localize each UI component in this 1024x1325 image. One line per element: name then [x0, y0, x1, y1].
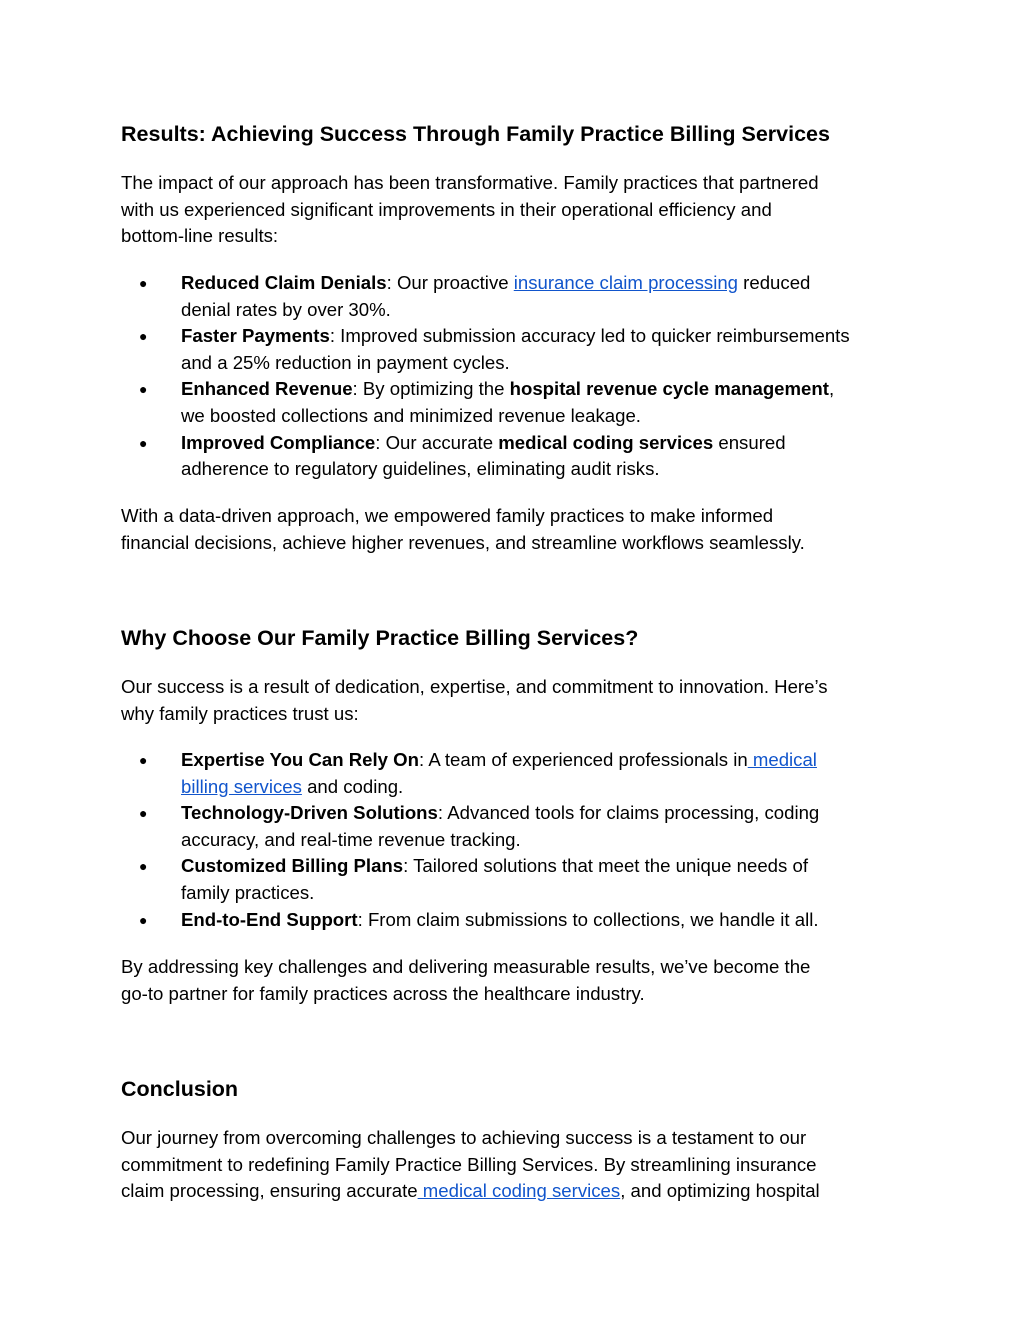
results-intro: The impact of our approach has been transformative. Family practices that partnered with us experienced significant improvements in their operational efficiency and bottom-line results: [121, 172, 819, 247]
item-text: : A team of experienced professionals in [419, 749, 748, 770]
bullet-icon: ● [139, 805, 148, 822]
bullet-icon: ● [139, 911, 148, 928]
list-item-faster-payments [121, 323, 921, 376]
why-choose-outro: By addressing key challenges and delivering measurable results, we’ve become the go-to partner for family practices across the healthcare industry. [121, 956, 811, 1004]
conclusion-paragraph [121, 1125, 820, 1205]
bullet-icon: ● [139, 434, 148, 451]
why-choose-heading: Why Choose Our Family Practice Billing Services? [121, 626, 639, 650]
results-list [121, 270, 921, 483]
conclusion-text: Our journey from overcoming challenges to achieving success is a testament to our commitment to redefining Family Practice Billing Services. By streamlining insurance claim processing, ensuring accurate [121, 1127, 817, 1202]
why-choose-list [121, 747, 921, 933]
why-choose-intro: Our success is a result of dedication, expertise, and commitment to innovation. Here’s why family practices trust us: [121, 676, 828, 724]
item-title: Technology-Driven Solutions [181, 802, 438, 824]
list-item-reduced-claim-denials [121, 270, 921, 323]
item-text: : Tailored solutions that meet the unique needs of family practices. [181, 855, 808, 903]
conclusion-text: , and optimizing hospital [620, 1180, 820, 1202]
item-title: Customized Billing Plans [181, 855, 404, 877]
item-text: ensured adherence to regulatory guidelines, eliminating audit risks. [181, 431, 786, 480]
item-text: and coding. [301, 775, 404, 797]
item-text: reduced denial rates by over 30%. [181, 272, 811, 320]
list-item-enhanced-revenue [121, 376, 921, 429]
item-title: Improved Compliance [181, 431, 376, 453]
item-text: : By optimizing the [352, 378, 510, 400]
item-title: Faster Payments [181, 325, 330, 347]
item-title: End-to-End Support [181, 908, 358, 930]
item-text: : Our proactive [386, 272, 514, 293]
list-item-expertise [121, 747, 921, 800]
list-item-customized-plans [121, 853, 921, 906]
bullet-icon: ● [139, 381, 148, 398]
item-bold-term: medical coding services [498, 431, 714, 453]
item-bold-term: hospital revenue cycle management [509, 378, 829, 400]
list-item-improved-compliance [121, 430, 921, 483]
bullet-icon: ● [139, 328, 148, 345]
item-title: Enhanced Revenue [181, 378, 353, 400]
list-item-technology-driven [121, 800, 921, 853]
item-title: Reduced Claim Denials [181, 272, 387, 293]
item-title: Expertise You Can Rely On [181, 749, 420, 770]
item-text: : Improved submission accuracy led to quicker reimbursements and a 25% reduction in payment cycles. [181, 325, 850, 373]
results-outro: With a data-driven approach, we empowered family practices to make informed financial decisions, achieve higher revenues, and streamline workflows seamlessly. [121, 505, 805, 553]
medical-coding-services-link[interactable]: medical coding services [417, 1180, 621, 1202]
results-heading: Results: Achieving Success Through Family Practice Billing Services [121, 122, 830, 146]
item-text: : Our accurate [375, 431, 499, 453]
insurance-claim-processing-link[interactable]: insurance claim processing [513, 272, 739, 293]
bullet-icon: ● [139, 858, 148, 875]
bullet-icon: ● [139, 752, 148, 768]
bullet-icon: ● [139, 275, 148, 291]
item-text: : From claim submissions to collections, we handle it all. [357, 908, 819, 930]
item-text: , we boosted collections and minimized revenue leakage. [181, 378, 835, 426]
medical-billing-services-link[interactable]: medical billing services [181, 749, 817, 797]
conclusion-heading: Conclusion [121, 1077, 239, 1101]
item-text: : Advanced tools for claims processing, coding accuracy, and real-time revenue tracking. [181, 802, 820, 850]
list-item-end-to-end-support [121, 907, 921, 934]
